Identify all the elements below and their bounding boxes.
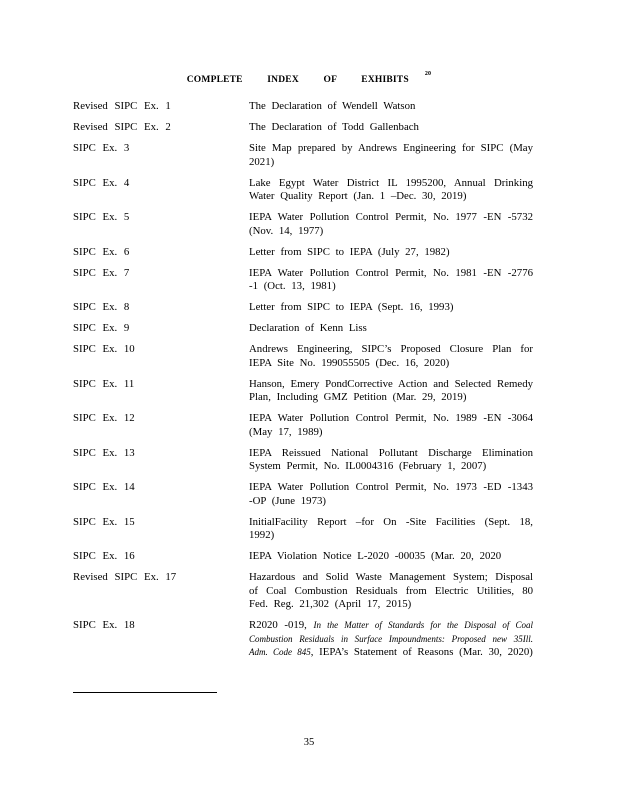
- exhibit-description: The Declaration of Todd Gallenbach: [249, 121, 419, 133]
- exhibit-row: [73, 550, 533, 564]
- exhibit-description: The Declaration of Wendell Watson: [249, 100, 416, 112]
- exhibit-description: IEPA Water Pollution Control Permit, No. 1973 -ED -1343 -OP (June 1973): [249, 481, 533, 507]
- exhibit-label: Revised SIPC Ex. 17: [73, 571, 177, 583]
- exhibit-label: SIPC Ex. 10: [73, 343, 135, 355]
- exhibit-description: IEPA Reissued National Pollutant Discharge Elimination System Permit, No. IL0004316 (February 1, 2007): [249, 446, 533, 472]
- exhibit-row: [73, 571, 533, 612]
- exhibit-row: [73, 481, 533, 508]
- exhibit-label: SIPC Ex. 5: [73, 211, 130, 223]
- exhibit-row: [73, 142, 533, 169]
- exhibit-label: SIPC Ex. 11: [73, 377, 135, 390]
- exhibit-row: [73, 447, 533, 474]
- exhibit-index: [73, 100, 533, 667]
- exhibit-description: Hanson, Emery PondCorrective Action and Selected Remedy Plan, Including GMZ Petition (Mar. 29, 2019): [249, 377, 533, 403]
- exhibit-label: Revised SIPC Ex. 2: [73, 121, 171, 133]
- exhibit-description: Declaration of Kenn Liss: [249, 322, 367, 334]
- exhibit-description: Site Map prepared by Andrews Engineering for SIPC (May 2021): [249, 142, 533, 168]
- exhibit-description: Andrews Engineering, SIPC’s Proposed Closure Plan for IEPA Site No. 199055505 (Dec. 16, 2020): [249, 343, 533, 369]
- exhibit-row: [73, 211, 533, 238]
- exhibit-row: [73, 121, 533, 135]
- exhibit-row: [73, 322, 533, 336]
- exhibit-description: [249, 619, 533, 660]
- exhibit-label: SIPC Ex. 9: [73, 322, 130, 334]
- page-number: 35: [303, 737, 315, 748]
- exhibit-label: SIPC Ex. 14: [73, 481, 135, 493]
- footnote-divider: [73, 692, 217, 693]
- exhibit-label: SIPC Ex. 7: [73, 266, 130, 279]
- exhibit-label: SIPC Ex. 13: [73, 446, 135, 459]
- exhibit-description: Lake Egypt Water District IL 1995200, Annual Drinking Water Quality Report (Jan. 1 –Dec. 30, 2019): [249, 176, 533, 202]
- exhibit-label: SIPC Ex. 3: [73, 142, 130, 154]
- exhibit-label: SIPC Ex. 15: [73, 515, 135, 528]
- exhibit-row: [73, 177, 533, 204]
- exhibit-row: [73, 378, 533, 405]
- exhibit-row: [73, 343, 533, 370]
- exhibit-label: SIPC Ex. 16: [73, 550, 135, 562]
- exhibit-label: SIPC Ex. 6: [73, 245, 130, 258]
- exhibit-label: SIPC Ex. 8: [73, 301, 130, 313]
- exhibit-label: SIPC Ex. 4: [73, 176, 130, 189]
- case-caption: In the Matter of Standards for the Disposal of Coal Combustion Residuals in Surface Impoundments: Proposed new 35Ill. Adm. Code 845: [249, 620, 534, 657]
- exhibit-description: Hazardous and Solid Waste Management System; Disposal of Coal Combustion Residuals from Electric Utilities, 80 Fed. Reg. 21,302 (April 17, 2015): [249, 571, 533, 610]
- exhibit-description: Letter from SIPC to IEPA (Sept. 16, 1993): [249, 301, 454, 313]
- exhibit-description: IEPA Water Pollution Control Permit, No. 1981 -EN -2776 -1 (Oct. 13, 1981): [249, 266, 533, 292]
- title-text: COMPLETE INDEX OF EXHIBITS: [186, 75, 409, 86]
- exhibit-description: Letter from SIPC to IEPA (July 27, 1982): [249, 245, 450, 258]
- exhibit-description: IEPA Violation Notice L-2020 -00035 (Mar. 20, 2020: [249, 550, 502, 562]
- exhibit-description: IEPA Water Pollution Control Permit, No. 1989 -EN -3064 (May 17, 1989): [249, 412, 533, 438]
- exhibit-row: [73, 412, 533, 439]
- page-title: [0, 71, 618, 86]
- exhibit-label: Revised SIPC Ex. 1: [73, 100, 171, 112]
- exhibit-label: SIPC Ex. 18: [73, 619, 135, 631]
- exhibit-row: [73, 516, 533, 543]
- exhibit-row: [73, 619, 533, 660]
- docket-number: R2020 -019,: [249, 619, 307, 631]
- footnote-reference: 20: [424, 71, 432, 77]
- exhibit-description: IEPA Water Pollution Control Permit, No. 1977 -EN -5732 (Nov. 14, 1977): [249, 211, 533, 237]
- exhibit-row: [73, 100, 533, 114]
- exhibit-description: InitialFacility Report –for On -Site Facilities (Sept. 18, 1992): [249, 515, 533, 541]
- exhibit-row: [73, 246, 533, 260]
- exhibit-row: [73, 267, 533, 294]
- exhibit-label: SIPC Ex. 12: [73, 412, 135, 424]
- exhibit-row: [73, 301, 533, 315]
- exhibit-description-suffix: , IEPA’s Statement of Reasons (Mar. 30, 2020): [310, 646, 533, 658]
